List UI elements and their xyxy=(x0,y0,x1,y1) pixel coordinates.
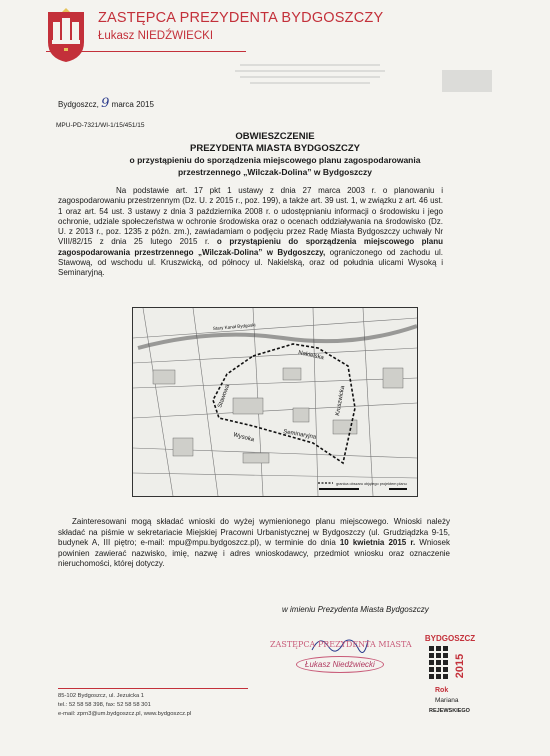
notice-title: OBWIESZCZENIE xyxy=(235,131,315,142)
logo-rok: Rok xyxy=(435,687,449,694)
city-crest-icon xyxy=(46,8,86,63)
document-date xyxy=(58,96,154,111)
logo-top-text: BYDGOSZCZ xyxy=(425,634,475,643)
notice-subject-line2: przestrzennego „Wilczak-Dolina” w Bydgoszczy xyxy=(177,167,373,177)
map-label-canal: Stary Kanał Bydgoski xyxy=(212,322,256,331)
footer-divider xyxy=(58,688,248,689)
submission-paragraph xyxy=(58,517,450,570)
map-label-stawowa: Stawowa xyxy=(217,383,232,409)
notice-body-paragraph xyxy=(58,186,443,279)
address-line3: e-mail: zprn3@um.bydgoszcz.pl, www.bydgoszcz.pl xyxy=(58,710,192,717)
footer-address xyxy=(58,692,191,718)
reference-number: MPU-PD-7321/WI-1/15/451/15 xyxy=(56,122,145,129)
body1-text-end: ograniczonego od zachodu ul. Stawową, od wschodu ul. Kruszwicką, od północy ul. Nakielską, oraz od południa ulicami Wysoką i Seminaryjną. xyxy=(58,247,443,278)
logo-year: 2015 xyxy=(454,653,466,679)
plan-area-map xyxy=(132,307,418,497)
official-stamp-title: ZASTĘPCA PREZYDENTA MIASTA xyxy=(270,640,412,649)
date-rest: marca 2015 xyxy=(111,100,154,109)
logo-surname: REJEWSKIEGO xyxy=(429,708,470,714)
logo-firstname: Mariana xyxy=(435,697,459,704)
map-label-kruszwicka: Kruszwicka xyxy=(335,385,347,417)
on-behalf-line: w imieniu Prezydenta Miasta Bydgoszczy xyxy=(282,605,429,614)
official-stamp-name: Łukasz Niedźwiecki xyxy=(296,656,384,673)
deadline-date: 10 kwietnia 2015 r. xyxy=(339,538,416,547)
map-legend-text: granica obszaru objętego projektem planu xyxy=(336,482,407,486)
body1-bold-text: o przystąpieniu do sporządzenia miejscowego planu zagospodarowania przestrzennego „Wilczak-Dolina” w Bydgoszczy, xyxy=(58,237,443,257)
map-drawing xyxy=(133,308,417,496)
map-label-nakielska: Nakielska xyxy=(297,350,325,362)
map-legend xyxy=(318,482,407,490)
body2-text-end: Wniosek powinien zawierać nazwisko, imię, nazwę i adres wnioskodawcy, przedmiot wniosku oraz oznaczenie nieruchomości, której dotyczy. xyxy=(58,538,450,568)
body2-text: Zainteresowani mogą składać wnioski do wyżej wymienionego planu miejscowego. Wnioski należy składać na piśmie w sekretariacie Miejskiej Pracowni Urbanistycznej w Bydgoszczy (ul. Grudziądzka 9-15, budynek A, III piętro; e-mail: mpu@mpu.bydgoszcz.pl), w terminie do dnia xyxy=(58,517,450,547)
header-divider xyxy=(46,51,246,52)
rejewski-year-logo xyxy=(425,632,475,724)
date-day: 9 xyxy=(101,96,110,111)
notice-subject-line1: o przystąpieniu do sporządzenia miejscowego planu zagospodarowania xyxy=(129,155,421,165)
address-line1: 85-102 Bydgoszcz, ul. Jezuicka 1 xyxy=(58,693,145,699)
address-line2: tel.: 52 58 58 398, fax: 52 58 58 301 xyxy=(58,701,151,708)
bleed-through-text xyxy=(180,60,500,120)
date-place: Bydgoszcz, xyxy=(58,100,99,109)
header-name: Łukasz NIEDŹWIECKI xyxy=(98,30,214,42)
body1-text: Na podstawie art. 17 pkt 1 ustawy z dnia 27 marca 2003 r. o planowaniu i zagospodarowaniu przestrzennym (Dz. U. z 2015 r., poz. 199), a także art. 39 ust. 1, w związku z art. 46 ust. 1 oraz art. 54 ust. 3 ustawy z dnia 3 października 2008 r. o udostępnianiu informacji o środowisku i jego ochronie, udziale społeczeństwa w ochronie środowiska oraz o ocenach oddziaływania na środowisko (Dz. U. z 2013 r., poz. 1235 z późn. zm.), zawiadamiam o podjęciu przez Radę Miasta Bydgoszczy uchwały Nr VIII/82/15 z dnia 25 lutego 2015 r. xyxy=(58,186,443,247)
header-title: ZASTĘPCA PREZYDENTA BYDGOSZCZY xyxy=(98,10,384,26)
notice-issuer: PREZYDENTA MIASTA BYDGOSZCZY xyxy=(190,143,360,154)
map-label-wysoka: Wysoka xyxy=(232,432,255,444)
map-label-seminaryjna: Seminaryjna xyxy=(282,429,317,441)
